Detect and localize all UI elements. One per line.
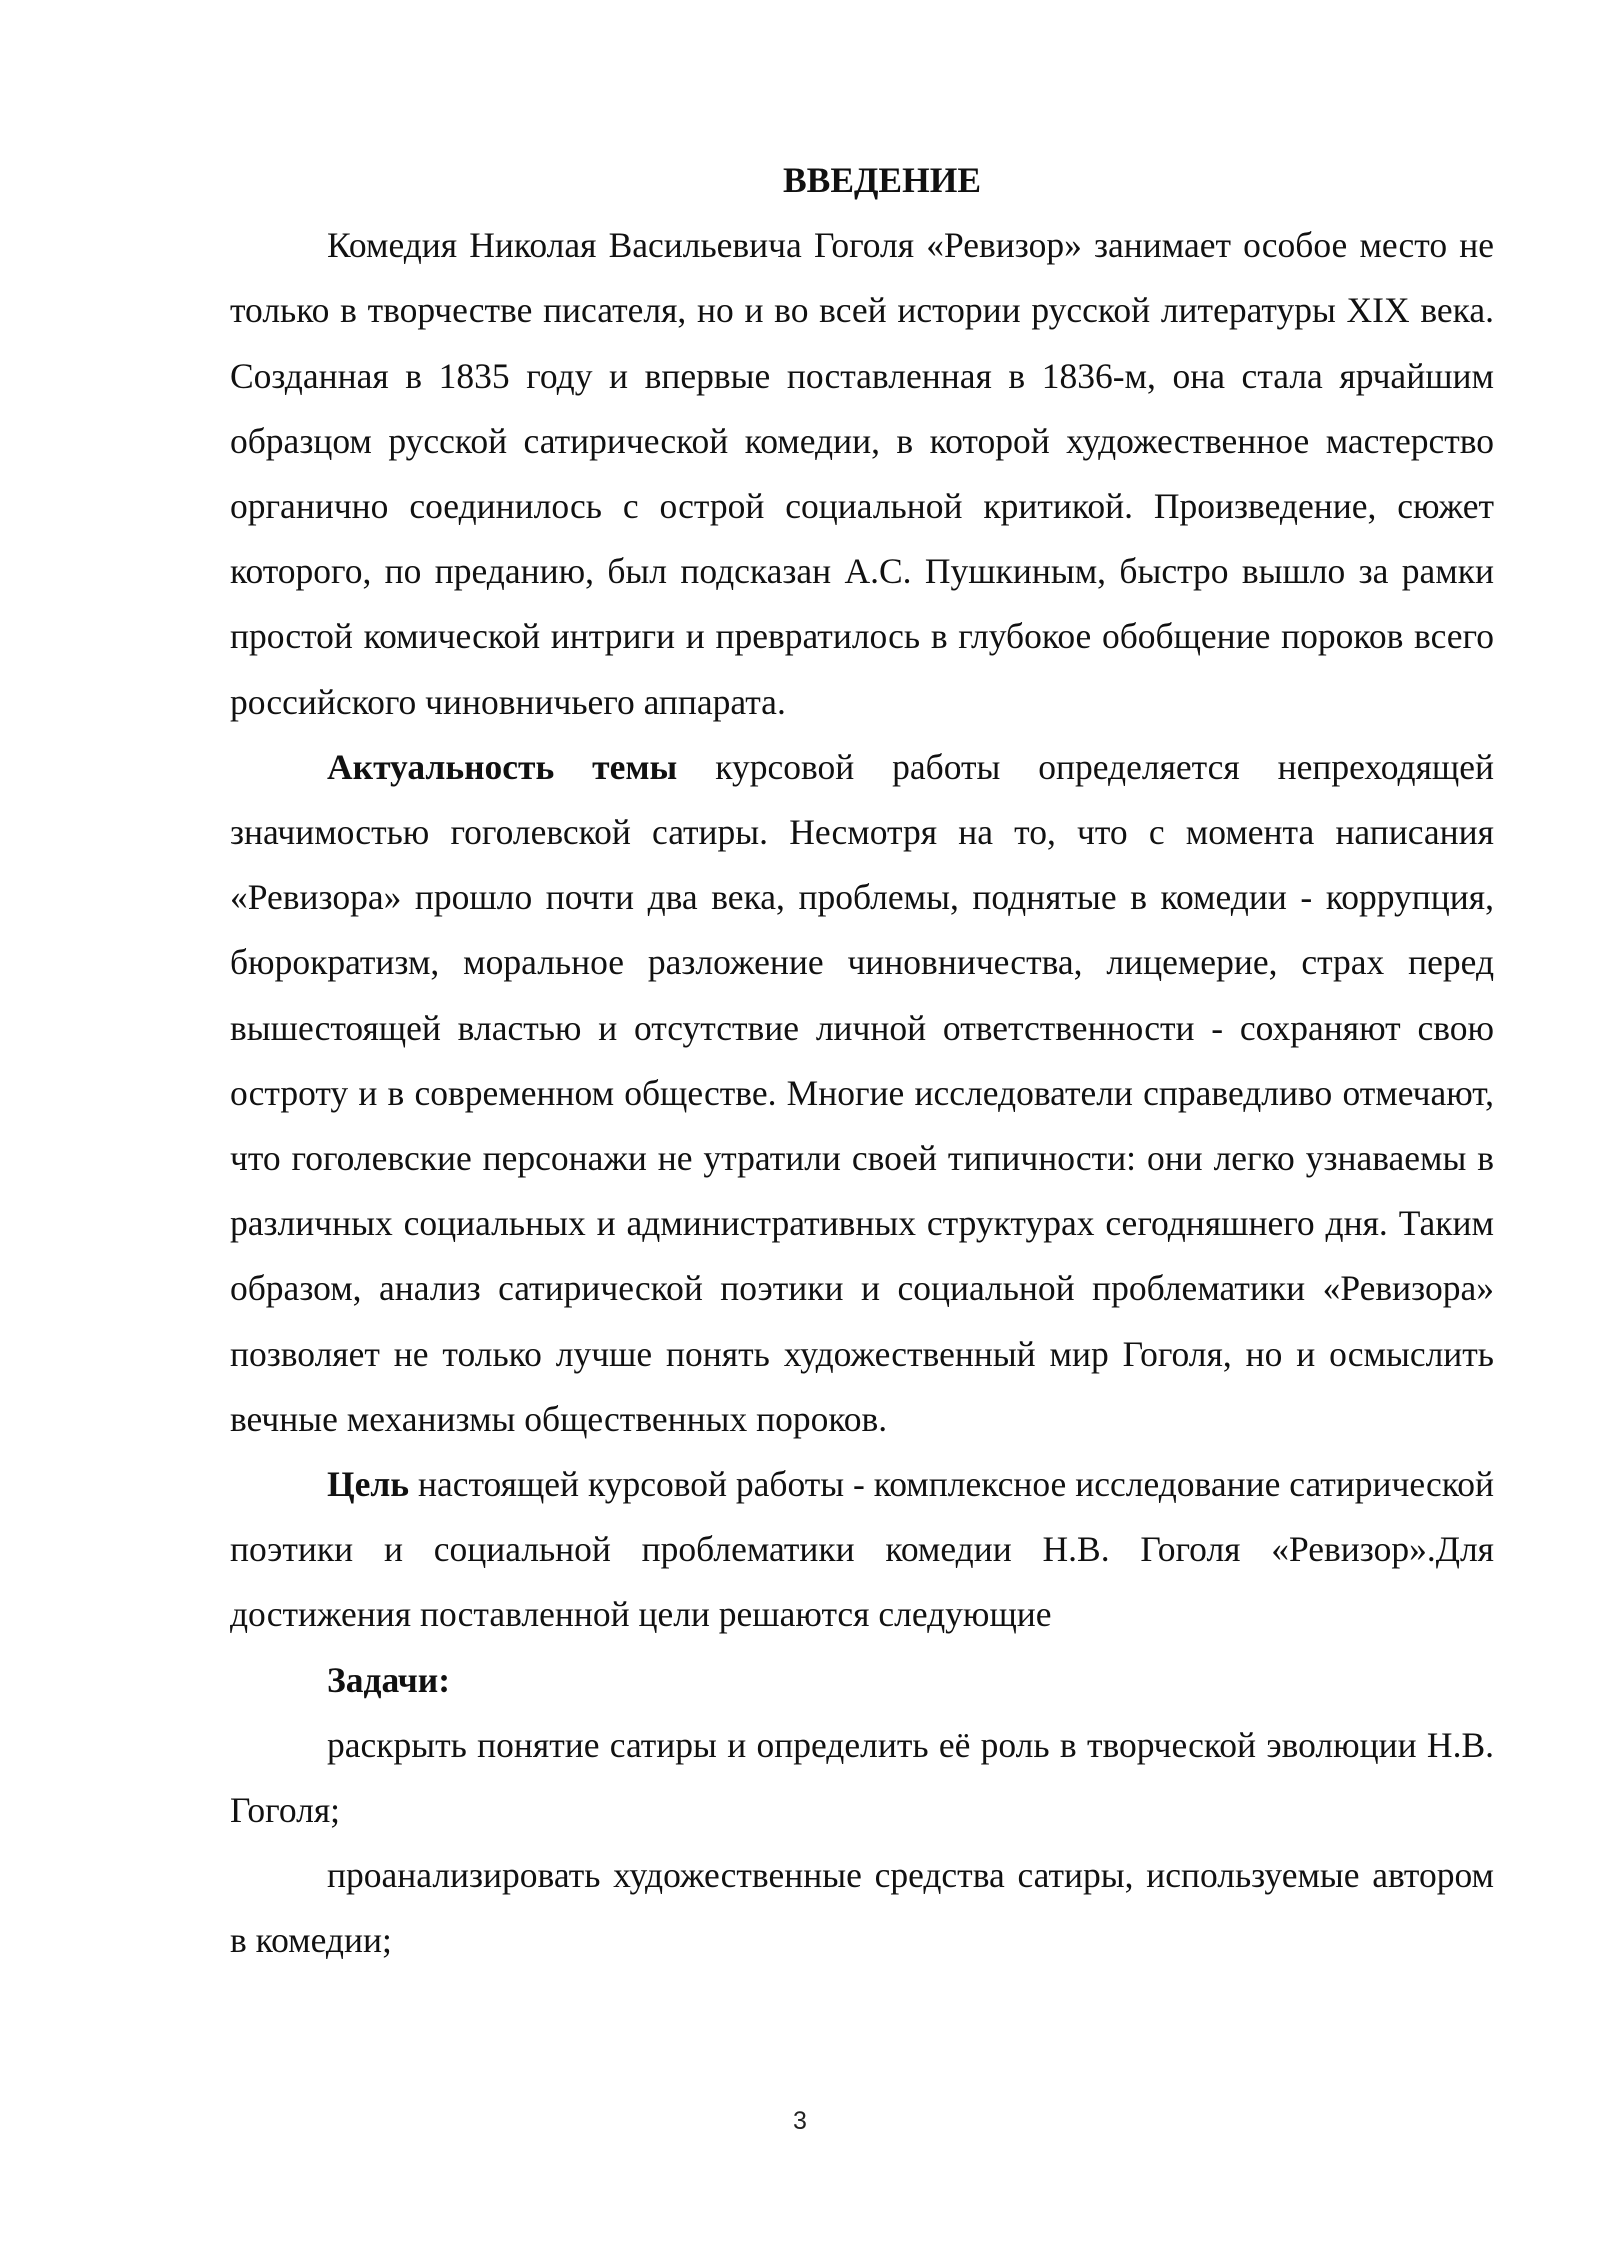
section-heading: ВВЕДЕНИЕ — [782, 160, 982, 200]
page-number: 3 — [793, 2107, 807, 2135]
relevance-paragraph — [230, 735, 1494, 1452]
relevance-text: курсовой работы определяется непреходящей значимостью гоголевской сатиры. Несмотря на то, что с момента написания «Ревизора» прошло почти два века, проблемы, поднятые в комедии - коррупция, бюрократизм, моральное разложение чиновничества, лицемерие, страх перед вышестоящей властью и отсутствие личной ответственности - сохраняют свою остроту и в современном обществе. Многие исследователи справедливо отмечают, что гоголевские персонажи не утратили своей типичности: они легко узнаваемы в различных социальных и административных структурах сегодняшнего дня. Таким образом, анализ сатирической поэтики и социальной проблематики «Ревизора» позволяет не только лучше понять художественный мир Гоголя, но и осмыслить вечные механизмы общественных пороков. — [230, 746, 1495, 1439]
task-item: проанализировать художественные средства сатиры, используемые автором в комедии; — [230, 1855, 1494, 1961]
goal-paragraph — [230, 1452, 1494, 1648]
goal-text: настоящей курсовой работы - комплексное исследование сатирической поэтики и социальной проблематики комедии Н.В. Гоголя «Ревизор».Для достижения поставленной цели решаются следующие — [230, 1464, 1494, 1635]
goal-lead: Цель — [327, 1464, 410, 1505]
document-page — [230, 148, 1494, 1974]
tasks-heading: Задачи: — [327, 1659, 451, 1700]
task-item: раскрыть понятие сатиры и определить её роль в творческой эволюции Н.В. Гоголя; — [230, 1724, 1494, 1831]
relevance-lead: Актуальность темы — [327, 746, 678, 787]
intro-paragraph: Комедия Николая Васильевича Гоголя «Ревизор» занимает особое место не только в творчестве писателя, но и во всей истории русской литературы XIX века. Созданная в 1835 году и впервые поставленная в 1836-м, она стала ярчайшим образцом русской сатирической комедии, в которой художественное мастерство органично соединилось с острой социальной критикой. Произведение, сюжет которого, по преданию, был подсказан А.С. Пушкиным, быстро вышло за рамки простой комической интриги и превратилось в глубокое обобщение пороков всего российского чиновничьего аппарата. — [230, 225, 1494, 722]
